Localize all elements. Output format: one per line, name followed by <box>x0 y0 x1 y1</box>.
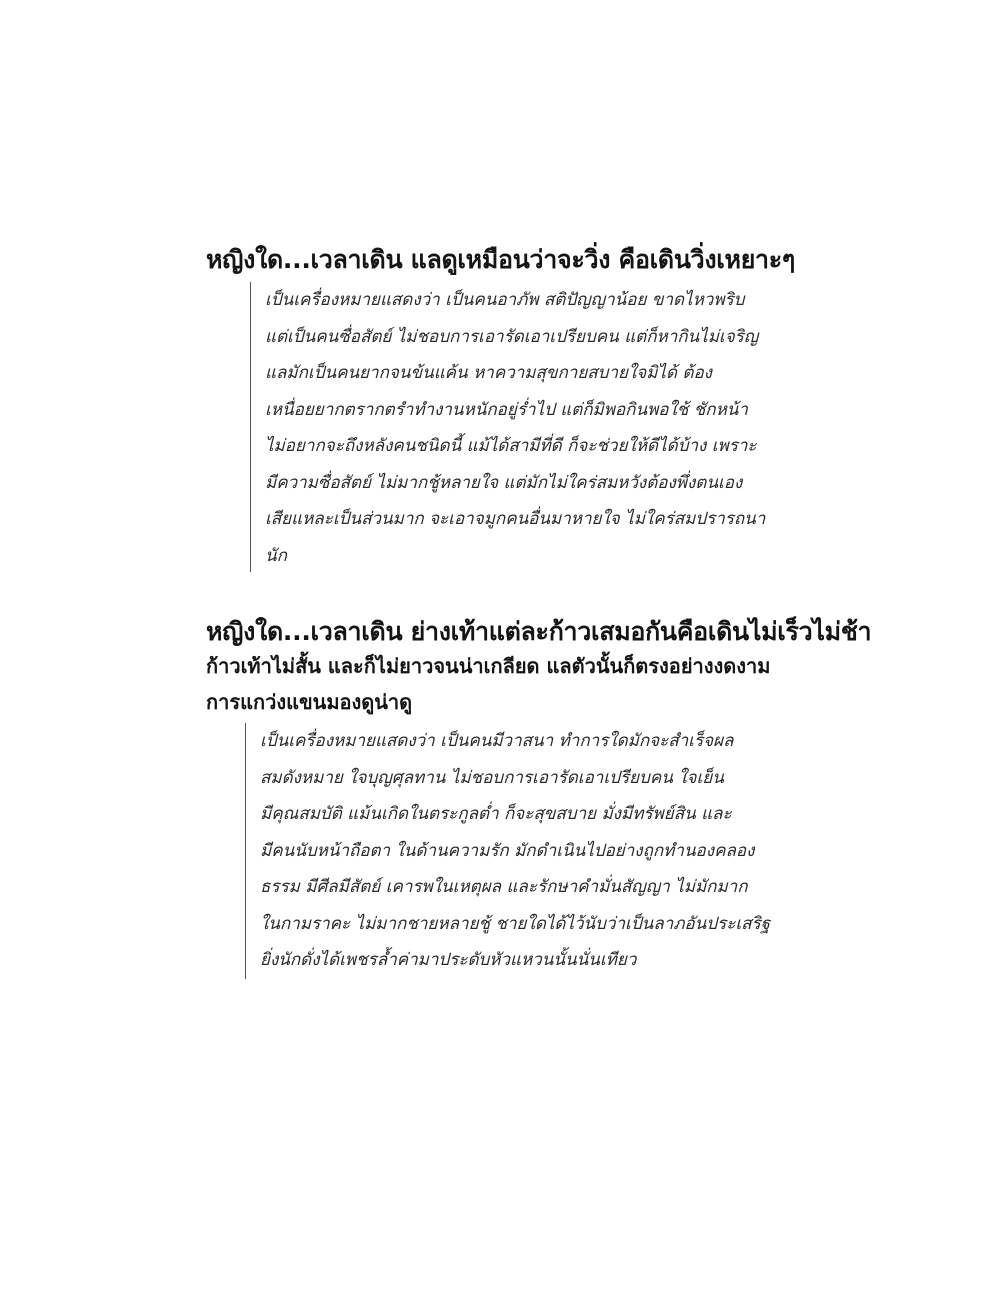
section1-line: เป็นเครื่องหมายแสดงว่า เป็นคนอาภัพ สติปัญญาน้อย ขาดไหวพริบ <box>265 290 745 310</box>
section2-line: ยิ่งนักดั่งได้เพชรล้ำค่ามาประดับหัวแหวนนั้นนั่นเทียว <box>260 950 637 970</box>
section1-line: มีความซื่อสัตย์ ไม่มากชู้หลายใจ แต่มักไม่ใคร่สมหวังต้องพึ่งตนเอง <box>265 472 743 493</box>
section2-body <box>245 723 770 979</box>
section1-heading: หญิงใด...เวลาเดิน แลดูเหมือนว่าจะวิ่ง คือเดินวิ่งเหยาะๆ <box>206 245 796 274</box>
section2-line: มีคุณสมบัติ แม้นเกิดในตระกูลต่ำ ก็จะสุขสบาย มั่งมีทรัพย์สิน และ <box>260 804 732 824</box>
section2-line: มีคนนับหน้าถือตา ในด้านความรัก มักดำเนินไปอย่างถูกทำนองคลอง <box>260 840 755 861</box>
section1-body <box>250 282 765 572</box>
section2-line: เป็นเครื่องหมายแสดงว่า เป็นคนมีวาสนา ทำการใดมักจะสำเร็จผล <box>260 731 734 751</box>
section2-line: ธรรม มีศีลมีสัตย์ เคารพในเหตุผล และรักษาคำมั่นสัญญา ไม่มักมาก <box>260 877 748 897</box>
section1-line: แลมักเป็นคนยากจนข้นแค้น หาความสุขกายสบายใจมิได้ ต้อง <box>265 363 712 383</box>
section1-line: เหนื่อยยากตรากตรำทำงานหนักอยู่ร่ำไป แต่ก็มิพอกินพอใช้ ชักหน้า <box>265 399 748 420</box>
section2-line: ในกามราคะ ไม่มากชายหลายชู้ ชายใดได้ไว้นับว่าเป็นลาภอันประเสริฐ <box>260 913 771 934</box>
section2-subheading <box>206 648 770 720</box>
section2-subheading-line: การแกว่งแขนมองดูน่าดู <box>206 690 413 714</box>
section1-line: นัก <box>265 545 287 566</box>
section2-line: สมดังหมาย ใจบุญศุลทาน ไม่ชอบการเอารัดเอาเปรียบคน ใจเย็น <box>260 767 724 788</box>
section2-subheading-line: ก้าวเท้าไม่สั้น และก็ไม่ยาวจนน่าเกลียด แลตัวนั้นก็ตรงอย่างงดงาม <box>206 654 771 678</box>
section1-line: เสียแหละเป็นส่วนมาก จะเอาจมูกคนอื่นมาหายใจ ไม่ใคร่สมปรารถนา <box>265 509 766 529</box>
section1-line: ไม่อยากจะถึงหลังคนชนิดนี้ แม้ได้สามีที่ดี ก็จะช่วยให้ดีได้บ้าง เพราะ <box>265 436 757 456</box>
section2-heading: หญิงใด...เวลาเดิน ย่างเท้าแต่ละก้าวเสมอกันคือเดินไม่เร็วไม่ช้า <box>206 617 872 646</box>
section1-line: แต่เป็นคนซื่อสัตย์ ไม่ชอบการเอารัดเอาเปรียบคน แต่ก็หากินไม่เจริญ <box>265 326 759 347</box>
